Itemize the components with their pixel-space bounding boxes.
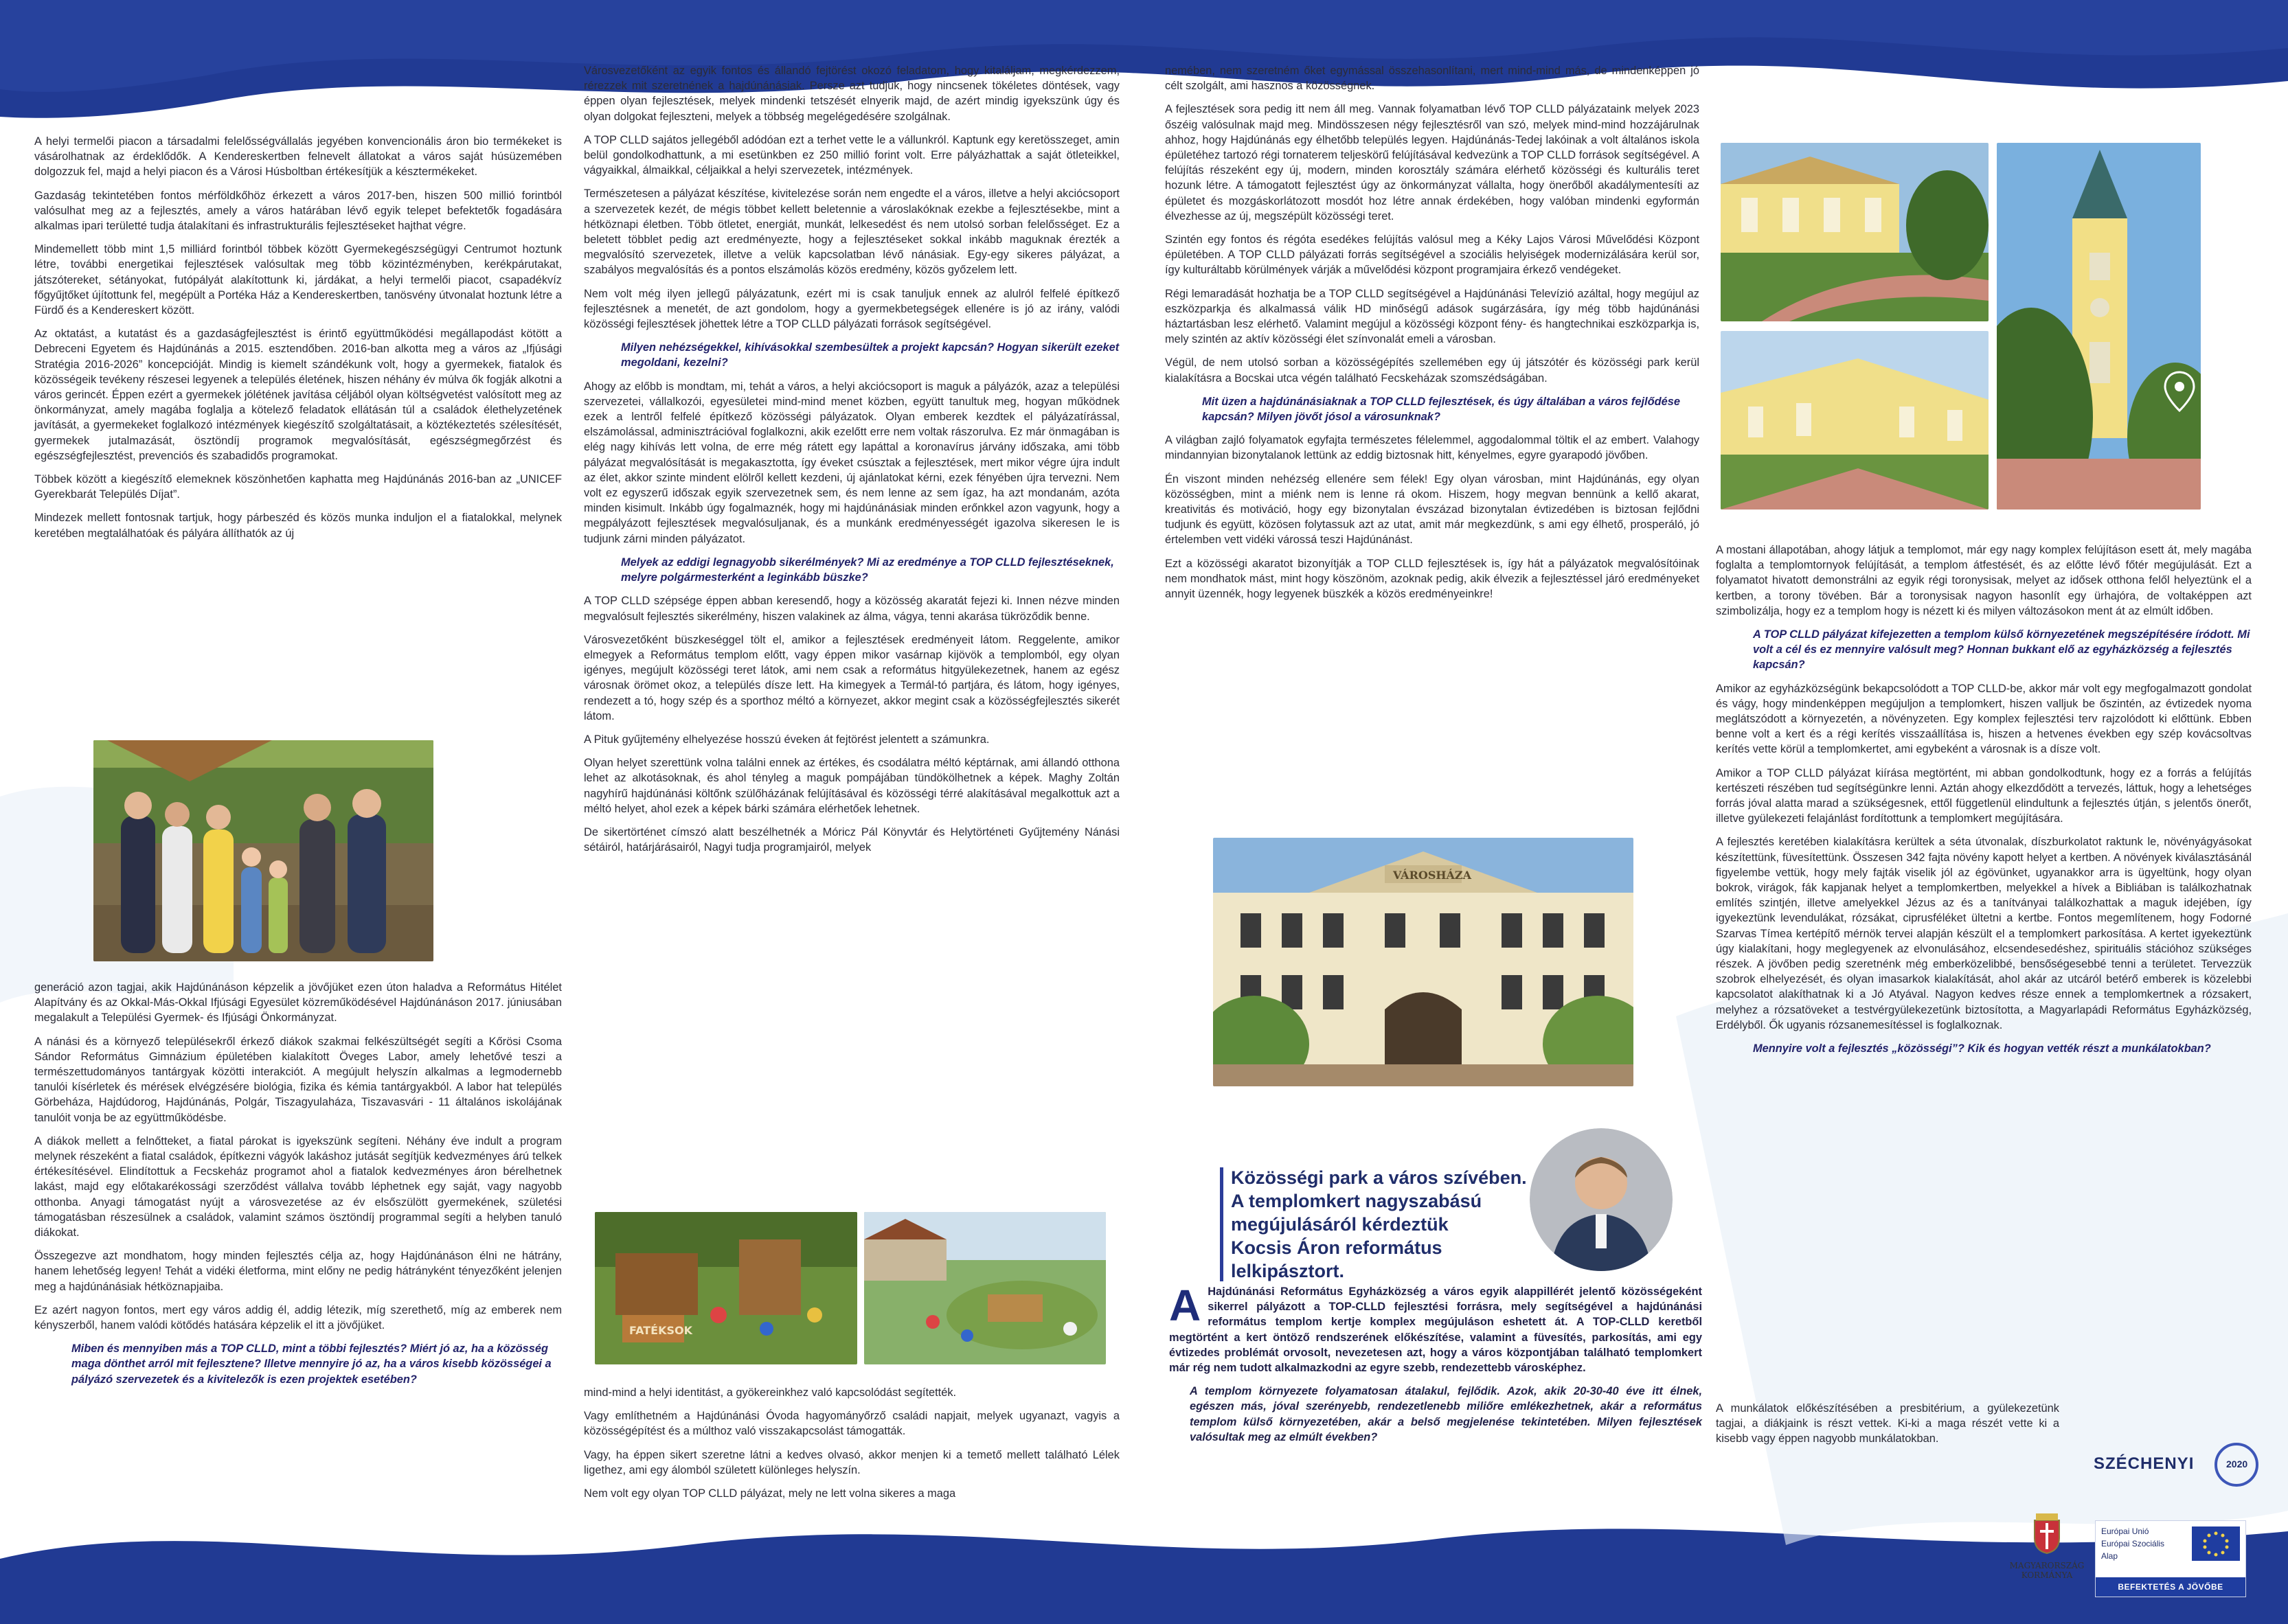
question-1: Miben és mennyiben más a TOP CLLD, mint a többi fejlesztés? Miért jó az, ha a közösség maga dönthet arról mit fejlesztene? Illetve mennyire jó az, ha a város kisebb közösségei a pályázó szervezetek és a kivitelezők is ezen projektek esetében? [71,1342,552,1386]
location-pin-icon [2164,371,2195,412]
coat-of-arms-icon [2032,1511,2062,1555]
column-1-top [34,134,562,549]
eu-flag-icon [2192,1526,2240,1561]
question-2: Milyen nehézségekkel, kihívásokkal szembesültek a projekt kapcsán? Hogyan sikerült ezeket megoldani, kezelni? [621,341,1120,369]
gov-line1: MAGYARORSZÁG [2009,1561,2085,1570]
question-5: A templom környezete folyamatosan átalakul, fejlődik. Azok, akik 20-30-40 éve itt élnek, egészen más, jóval szerényebb, rendezetlenebb miliőre emlékezhetnek, akár a református templom külső környezetében, akár a belső megjelenése tekintetében. Milyen fejlesztések valósultak meg az elmúlt években? [1190,1385,1702,1443]
paragraph: A fejlesztések sora pedig itt nem áll meg. Vannak folyamatban lévő TOP CLLD pályázataink melyek 2023 őszéig valósulnak majd meg. Mindösszesen négy fejlesztésről van szó, melyek mind-mind hozzájárulnak ahhoz, hogy Hajdúnánás egy élhetőbb település legyen. Hajdúnánás-Tedej lakóinak a volt általános iskola épületéhez tartozó régi tornaterem teljeskörű felújításával kedvezünk a TOP CLLD források segítségével. A felújítás részeként egy új, modern, minden korosztály számára elérhető közösségi és kulturális teret hozunk létre. A támogatott fejlesztést úgy az önkormányzat vállalta, hogy önerőből akadálymentesíti az épületet és mozgáskorlátozott mosdót hoz létre annak érdekében, hogy valóban mindenki egyformán élvezhesse az új, megszépült közösségi teret. [1165,103,1699,222]
paragraph: Én viszont minden nehézség ellenére sem félek! Egy olyan városban, mint Hajdúnánás, egy olyan közösségben, mint a miénk nem is lenne rá okom. Hiszem, hogy megvan bennünk a kellő akarat, kreativitás és motiváció, hogy egy bizonytalan évszázad bizonytalan évtizedében is biztosan fejlődni tudjunk és együtt, közösen folytassuk azt az utat, amit már megkezdünk, s ami egy élhető, prosperáló, jó értelemben vett vidéki várossá teszi Hajdúnánást. [1165,472,1699,547]
paragraph: Többek között a kiegészítő elemeknek köszönhetően kaphatta meg Hajdúnánás 2016-ban az „UNICEF Gyerekbarát Település Díjat”. [34,473,562,501]
eu-line2: Európai Szociális [2101,1539,2165,1548]
paragraph: Régi lemaradását hozhatja be a TOP CLLD segítségével a Hajdúnánási Televízió azáltal, hogy megújul az eszközparkja és alkalmassá válik HD minőségű adások sugárzására, így még több hajdúnánási háztartásban lesz elérhető. Valamint megújul a közösségi központ fény- és hangtechnikai eszközparkja is, mely szintén az aktív közösségi élet színvonalát emeli a városban. [1165,287,1699,346]
paragraph: A diákok mellett a felnőtteket, a fiatal párokat is igyekszünk segíteni. Néhány éve indult a program melynek részeként a fiatal családok, építkezni vágyók lakáshoz jutását segítjük kedvezményes árú telkek értékesítésével. Elindítottuk a Fecskeház programot ahol a fiatalok kedvezményes áron bérelhetnek lakást, majd egy előtakarékossági szerződést vállalva tovább léphetnek egy saját, vagy nagyobb otthonba. Anyagi támogatást nyújt a városvezetése az év elsőszülött gyermekének, születési támogatásban részesülnek a családok, valamint számos ösztöndíj programmal segíti a helyben tanuló diákokat. [34,1134,562,1239]
paragraph: Vagy említhetném a Hajdúnánási Óvoda hagyományőrző családi napjait, melyek ugyanazt, vagyis a közösségépítést és a múlthoz való visszakapcsolást támogatták. [584,1410,1120,1438]
fateksok-sign: FATÉKSOK [629,1324,692,1337]
paragraph: Olyan helyet szerettünk volna találni ennek az értékes, és csodálatra méltó képtárnak, ami állandó otthona lehet az alkotásoknak, és ahol tényleg a maguk pompájában tündökölhetnek a képek. Maghy Zoltán nagyhírű hajdúnánási költőnk szülőházának felújításával és közösségi térré alakításával megalkottuk azt a méltó helyet, ahol ezek a képek bárki számára elérhetőek lehetnek. [584,757,1120,815]
paragraph: generáció azon tagjai, akik Hajdúnánáson képzelik a jövőjüket ezen úton haladva a Református Hitélet Alapítvány és az Okkal-Más-Okkal Ifjúsági Egyesület közreműködésével Hajdúnánáson 2017. júniusában megalakult a Települési Gyermek- és Ifjúsági Önkormányzat. [34,981,562,1025]
column-2-bottom [584,1385,1120,1509]
paragraph: Városvezetőként az egyik fontos és állandó fejtörést okozó feladatom, hogy kitaláljam, megkérdezzem, rérezzek mit szeretnének a hajdúnánásiak. Persze azt tudjuk, hogy nincsenek tökéletes döntések, vagy éppen olyan fejlesztések, melyek mindenki tetszését elnyerik majd, de azért mindig igyekszünk úgy és olyan dolgokat fejleszteni, melyek a többség megelégedésére szolgálnak. [584,65,1120,123]
paragraph: A munkálatok előkészítésében a presbitérium, a gyülekezetünk tagjai, a diákjaink is részt vettek. Ki-ki a maga részét vette ki a kisebb vagy éppen nagyobb munkálatokban. [1716,1402,2059,1445]
szechenyi-year: 2020 [2226,1459,2248,1469]
pastor-portrait [1530,1128,1673,1271]
column-2-top [584,63,1120,863]
column-4-end [1716,1401,2059,1455]
paragraph: Az oktatást, a kutatást és a gazdaságfejlesztést is érintő együttműködési megállapodást kötött a Debreceni Egyetem és Hajdúnánás a 2015. esztendőben. 2016-ban alkotta meg a város az „Ifjúsági Stratégia 2016-2026” koncepcióját. Mindig is kiemelt szándékunk volt, hogy a gyermekek, fiatalok és közösségeik tevékeny részesei legyenek a település életének, hiszen néhány év múlva ők fogják alkotni a város gerincét. Éppen ezért a gyermekek jólétének javítása céljából olyan költségvetést valósított meg az önkormányzat, amely magába foglalja a kötelező feladatok ellátásán túl a családok élethelyzetének javítását, a gyermekeket foglalkozó intézmények kiegészítő szolgáltatásait, a köztékeztetés szélesítését, gyermekek jutalmazását, ösztöndíj programok megvalósítását, egészségmegőrzést és egészségfejlesztést, prevenciós és szabadidős programokat. [34,328,562,462]
pull-quote-line: Kocsis Áron református lelkipásztort. [1231,1237,1442,1281]
invest-banner: BEFEKTETÉS A JÖVŐBE [2096,1577,2245,1597]
paragraph: Amikor a TOP CLLD pályázat kiírása megtörtént, mi abban gondolkodtunk, hogy ez a forrás a felújítás kertészeti részében tud segítségünkre lenni. Aztán ahogy elkezdődött a tervezés, láttuk, hogy a lehetséges forrás jóval alatta marad a szükségesnek, ettől függetlenül elindultunk a fejlesztés útján, s jelentős önerőt, illetve gyülekezeti felajánlást fordítottunk a templomkert megújítására. [1716,766,2252,825]
question-4: Mit üzen a hajdúnánásiaknak a TOP CLLD fejlesztések, és úgy általában a város fejlődése kapcsán? Milyen jövőt jósol a városunknak? [1202,395,1680,424]
paragraph: A világban zajló folyamatok egyfajta természetes félelemmel, aggodalommal töltik el az embert. Valahogy mindannyian bizonytalanok lettünk az eddig biztosnak hitt, kényelmes, egyre gyarapodó jövőben. [1165,434,1699,462]
paragraph: A TOP CLLD sajátos jellegéből adódóan ezt a terhet vette le a vállunkról. Kaptunk egy keretösszeget, amin belül gondolkodhattunk, a mi esetünkben ez 250 millió forint volt. Erre pályázhattak a saját ötleteikkel, vágyaikkal, álmaikkal, céljaikkal a helyi szervezetek, intézmények. [584,133,1120,177]
paragraph: Ezt a közösségi akaratot bizonyítják a TOP CLLD fejlesztések is, így hát a pályázatok megvalósítóinak nem mondhatok mást, mint hogy köszönöm, azoknak pedig, akik élvezik a fejlesztéssel járó eredményeket annyit üzennék, hogy legyenek büszkék a közös eredményeinkre! [1165,557,1699,601]
paragraph: Összegezve azt mondhatom, hogy minden fejlesztés célja az, hogy Hajdúnánáson élni ne hátrány, hanem lehetőség legyen! Tehát a vidéki életforma, mint előny ne pedig hátrányként tényezőként jelenjen meg a hajdúnánásiak hétköznapjaiba. [34,1250,562,1293]
paragraph: nemében, nem szeretném őket egymással összehasonlítani, mert mind-mind más, de mindenképpen jó célt szolgált, ami hasznos a közösségnek. [1165,65,1699,93]
paragraph: Ahogy az előbb is mondtam, mi, tehát a város, a helyi akciócsoport is maguk a pályázók, azaz a települési szervezetei, vállalkozói, egyesületei mind-mind menet közben, együtt tanultuk meg, hogyan működnek ezek a lentről felfelé építkező közösségi pályázatok. Olyan emberek kezdtek el pályázatírással, elszámolással, adminisztrációval foglalkozni, akik ezelőtt erre nem voltak rászorulva. Ez már önmagában is elég nagy kihívás lett volna, de erre még rátett egy lapáttal a koronavírus járvány időszaka, ami több pályázat megvalósítását is megakasztotta, így éveket csúsztak a fejlesztések, mert mikor végre újra indult az élet, akkor szinte mindent elölről kellett kezdeni, új ajánlatokat kérni, ezek fényében újra tervezni. Nem volt ez egyszerű időszak egyik szervezetnek sem, és nem lenne az sem ígaz, ha azt mondanám, azóta minden kisimult. Inkább úgy fogalmaznék, hogy mi hajdúnánásiak minden erőnkkel azon vagyunk, hogy a megpályázott fejlesztések megvalósuljanak, és a munkánk eredményességét igazolva sikeresen le is tudjunk zárni minden pályázatot. [584,380,1120,545]
award-group-photo [93,740,433,961]
lead-paragraph [1169,1281,1702,1375]
paragraph: Végül, de nem utolsó sorban a közösségépítés szellemében egy új játszótér és közösségi park kerül kialakításra a Bocskai utca végén található Fecskeházak szomszédságában. [1165,356,1699,385]
question-3: Melyek az eddigi legnagyobb sikerélmények? Mi az eredménye a TOP CLLD fejlesztéseknek, melyre polgármesterként a leginkább büszke? [621,556,1114,584]
paragraph: Amikor az egyházközségünk bekapcsolódott a TOP CLLD-be, akkor már volt egy megfogalmazott gondolat és vágy, hogy mindenképpen megújuljon a templomkert, hiszen valljuk be őszintén, az évtizedek nyoma meglátszódott a környezetén, a növényzeten. Egy komplex fejlesztési terv rajzolódott ki előttünk. Ebben benne volt a kert és a régi kerítés visszaállítása is, hiszen a hetvenes években egy szép kovácsoltvas kerítés vette körül a templomkertet, ami egybeként a városnak is a dísze volt. [1716,682,2252,756]
church-tower-photo [1997,143,2201,510]
column-4 [1716,542,2252,1064]
picnic-photo [864,1212,1106,1364]
lead-text: Hajdúnánási Református Egyházközség a város egyik alappillérét jelentő közösségeként sikerrel pályázott a TOP-CLLD fejlesztési forrásra, mely segítségével a hajdúnánási református templom kertje komplex megújuláson eshetett át. A TOP-CLLD keretből megtörtént a kert öntöző rendszerének előkészítése, valamint a füvesítés, parkosítás, ami egy évtizedes problémát orvosolt, nevezetesen azt, hogy a város központjában található templomkert már rég nem tudott alkalmazkodni az egyre szebb, rendezettebb városképhez. [1169,1285,1702,1375]
varoshaza-sign: VÁROSHÁZA [1393,869,1471,882]
pull-quote-line: megújulásáról kérdeztük [1231,1214,1449,1235]
gov-line2: KORMÁNYA [2021,1570,2073,1580]
town-hall-photo [1213,838,1633,1086]
paragraph: Gazdaság tekintetében fontos mérföldkőhöz érkezett a város 2017-ben, hiszen 500 millió forintból valósulhat meg az a fejlesztés, amely a város határában lévő egyik telepet befektetők fogadására alkalmas ipari területté tudja átalakítani és infrastrukturális fejlesztéseket hajthat végre. [34,189,562,233]
paragraph: A mostani állapotában, ahogy látjuk a templomot, már egy nagy komplex felújításon esett át, mely magába foglalta a templomtornyok felújítását, a templom átfestését, és az előtte lévő főtér megújulását. Ezt a folyamatot hivatott demonstrálni az egyik régi toronysisak, melyet az idősek otthona felől helyeztünk el a kertben, a torony tövében. Bár a toronysisak nagyon hasonlít egy ürhajóra, de voltaképpen azt szimbolizálja, hogy ez a templom hogy is nézett ki és milyen változásokon ment át az elmúlt időben. [1716,544,2252,617]
paragraph: A Pituk gyűjtemény elhelyezése hosszú éveken át fejtörést jelentett a számunkra. [584,733,990,746]
paragraph: Természetesen a pályázat készítése, kivitelezése során nem engedte el a város, illetve a helyi akciócsoport a szervezetek kezét, de mégis többet kellett beletennie a városlakóknak ezekbe a fejlesztésekbe, mint a hétköznapi életben. Több ötletet, energiát, munkát, lelkesedést és nem utolsó sorban felelősséget. Ez a beletett többlet pedig azt eredményezte, hogy a fejlesztéseket sokkal inkább maguknak érezték a megvalósító szervezetek, illetve a velük kapcsolatban lévő nánásiak. Egy-egy sikeres pályázat, a szabályos megvalósítás és a pontos elszámolás közös eredmény, közös győzelem lett. [584,187,1120,277]
eu-logo [2095,1520,2246,1597]
paragraph: Városvezetőként büszkeséggel tölt el, amikor a fejlesztések eredményeit látom. Reggelente, amikor elmegyek a Református templom előtt, vagy éppen mikor vasárnap kijövök a templomból, egy olyan igényes, megújult közösségi teret látok, ami nem csak a református hitgyülekezetnek, hanem az egész városnak örömet okoz, a település dísze lett. Ha kimegyek a Termál-tó partjára, és látom, hogy igényes, rendezett a tó, hogy szép és a sporthoz méltó a környezet, akkor megint csak a közösségfejlesztés sikerét látom. [584,633,1120,722]
szechenyi-text: SZÉCHENYI [2094,1454,2195,1473]
church-facade-photo [1721,331,1989,510]
paragraph: Vagy, ha éppen sikert szeretne látni a kedves olvasó, akkor menjen ki a temető mellett található Lélek ligethez, ami egy álomból született különleges helyszín. [584,1448,1120,1476]
paragraph: Ez azért nagyon fontos, mert egy város addig él, addig létezik, míg szerethető, míg az emberek nem kényszerből, hanem valódi kötődés hatására képzelik el itt a jövőjüket. [34,1303,562,1332]
szechenyi-logo [2087,1441,2272,1489]
eu-line1: Európai Unió [2101,1526,2149,1536]
question-6: A TOP CLLD pályázat kifejezetten a templom külső környezetének megszépítésére íródott. Mi volt a cél és ez mennyire valósult meg? Honnan bukkant elő az egyházközség a fejlesztés kapcsán? [1753,628,2250,672]
paragraph: A nánási és a környező településekről érkező diákok szakmai felkészültségét segíti a Kőrösi Csoma Sándor Református Gimnázium épületében kialakított Öveges Labor, amely lehetővé teszi a természettudományos tantárgyak közötti interakciót. A megújult helyszín alkalmas a legmodernebb tanulói kísérletek és mérések elvégzésére biológia, fizika és kémia tantárgyakból. A labor hat település Görbeháza, Hajdúdorog, Hajdúnánás, Polgár, Tiszagyulaháza, Tiszavasvári - 11 általános iskolájának tanulóit vonja be az együttműködésbe. [34,1035,562,1124]
paragraph: A helyi termelői piacon a társadalmi felelősségvállalás jegyében konvencionális áron bio termékeket is vásárolhatnak az érdeklődők. A Kendereskertben felnevelt állatokat a város saját húsüzemében dolgozzuk fel, majd a helyi piacon és a Városi Húsboltban értékesítjük a késztermékeket. [34,135,562,179]
playground-photo [595,1212,857,1364]
government-logo [2006,1511,2088,1600]
eu-line3: Alap [2101,1551,2118,1561]
paragraph: Szintén egy fontos és régóta esedékes felújítás valósul meg a Kéky Lajos Városi Művelődési Központ épületében. A TOP CLLD pályázati forrás segítségével a szociális helyiségek modernizálására kerül sor, így kulturáltabb körülmények várják a művelődési központ programjaira érkező vendégeket. [1165,233,1699,277]
paragraph: Mindezek mellett fontosnak tartjuk, hogy párbeszéd és közös munka induljon el a fiatalokkal, melynek keretében megtalálhatóak és pályára állíthatók az új [34,512,562,540]
church-garden-photo [1721,143,1989,321]
paragraph: De sikertörténet címszó alatt beszélhetnék a Móricz Pál Könyvtár és Helytörténeti Gyűjtemény Nánási sétáiról, határjárásairól, Nagyi tudja programjairól, melyek [584,825,1120,854]
paragraph: mind-mind a helyi identitást, a gyökereinkhez való kapcsolódást segítették. [584,1386,957,1399]
paragraph: Nem volt még ilyen jellegű pályázatunk, ezért mi is csak tanuljuk ennek az alulról felfelé építkező fejlesztésnek a menetét, de azt gondolom, hogy a gyermekbetegségek ellenére is jó az irány, valódi közösségi fejlesztések jöhettek létre a TOP CLLD pályázati források segítségével. [584,287,1120,331]
paragraph: A TOP CLLD szépsége éppen abban keresendő, hogy a közösség akaratát fejezi ki. Innen nézve minden megvalósult fejlesztés sikerélmény, hiszen valakinek az álma, vágya, tenni akarása tükröződik benne. [584,595,1120,623]
column-1-bottom [34,980,562,1395]
question-7: Mennyire volt a fejlesztés „közösségi”? Kik és hogyan vették részt a munkálatokban? [1753,1042,2211,1055]
paragraph: A fejlesztés keretében kialakításra kerültek a séta útvonalak, díszburkolatot raktunk le, növényágyásokat készítettünk, füvesítettünk. Összesen 342 fajta növény kapott helyet a kertben. A növények kiválasztásánál figyelembe vettük, hogy mely fajták viselik jól az égövünket, ugyanakkor arra is ügyeltünk, hogy olyan bokrok, virágok, fák kapjanak helyet a templomkertben, melyekkel a hívek a Bibliában is találkozhatnak említés szintjén, illetve amelyekkel Jézus az és a tanítványai találkozhattak a maguk idejében, így igyekeztünk levendulákat, rózsákat, ciprusféléket ültetni a kertbe. Fontos megemlítenem, hogy Fodorné Szarvas Tímea kertépítő mérnök tervei alapján készült el a templomkert parkosítása. A kertet igyekeztünk úgy kialakítani, hogy meglegyenek az elvonulásához, elcsendesedéshez, spirituális stációhoz szükséges részek. A jövőben pedig szeretnénk még emberközelibbé, bensőségesebbé tenni a területet. Tervezzük szobrok elhelyezését, és olyan imasarkok kialakítását, ahol akár az utcáról betérő emberek is közelebbi kapcsolatot alakíthatnak ki a Jó Atyával. Nagyon kedves része ennek a templomkertnek a rózsakert, melyhez a rózsatöveket a testvérgyülekezetünk biztosította, a Magyarlapádi Református Egyházközség, Erdélyből. Ők ugyanis rózsanemesítéssel is foglalkoznak. [1716,836,2252,1031]
pull-quote [1231,1166,1554,1283]
column-3-top [1165,63,1699,610]
pull-quote-line: A templomkert nagyszabású [1231,1191,1482,1211]
lead-section [1169,1281,1702,1453]
paragraph: Nem volt egy olyan TOP CLLD pályázat, mely ne lett volna sikeres a maga [584,1487,956,1500]
pull-quote-line: Közösségi park a város szívében. [1231,1167,1527,1188]
paragraph: Mindemellett több mint 1,5 milliárd forintból többek között Gyermekegészségügyi Centrumot hoztunk létre, további energetikai fejlesztések valósultak meg több közintézményben, kerékpárutakat, játszótereket, sétányokat, futópályát alakítottunk ki, járdákat, a helyi termelői piacot, csapadékvíz főgyűjtőket újítottunk fel, megépült a Portéka Ház a Kendereskertben, tanösvény útvonalat hoztunk létre a Fürdő és a Kendereskert között. [34,243,562,317]
dropcap: A [1169,1281,1201,1330]
